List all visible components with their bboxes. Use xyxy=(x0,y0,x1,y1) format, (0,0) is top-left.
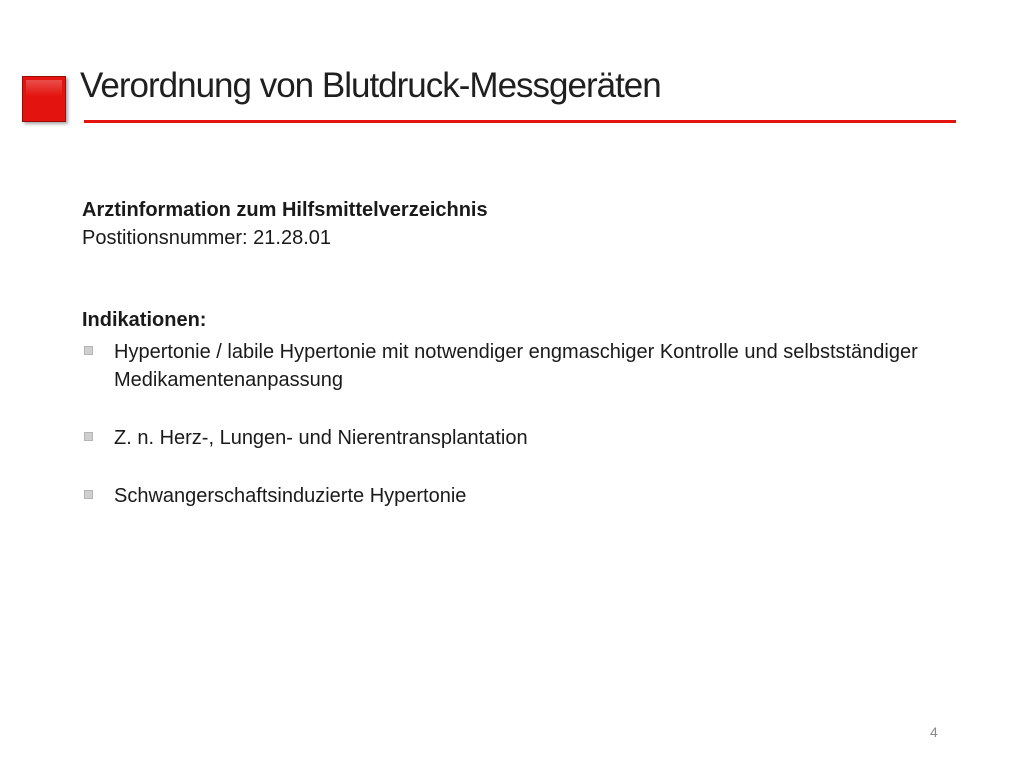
list-item xyxy=(82,482,962,510)
indications-list xyxy=(82,338,962,510)
square-bullet-icon xyxy=(84,490,93,499)
square-bullet-icon xyxy=(84,432,93,441)
slide-title: Verordnung von Blutdruck-Messgeräten xyxy=(80,66,661,105)
indications-section xyxy=(82,306,962,510)
indications-heading: Indikationen: xyxy=(82,309,207,331)
list-item xyxy=(82,338,962,394)
list-item-text: Hypertonie / labile Hypertonie mit notwendiger engmaschiger Kontrolle und selbstständiger Medikamentenanpassung xyxy=(114,341,918,391)
position-number-line: Postitionsnummer: 21.28.01 xyxy=(82,227,332,249)
list-item-text: Schwangerschaftsinduzierte Hypertonie xyxy=(114,485,467,507)
list-item xyxy=(82,424,962,452)
slide-body xyxy=(82,196,962,540)
page-number: 4 xyxy=(930,724,938,740)
title-underline-rule xyxy=(84,120,956,123)
title-accent-square xyxy=(22,76,66,122)
list-item-text: Z. n. Herz-, Lungen- und Nierentransplantation xyxy=(114,427,528,449)
square-bullet-icon xyxy=(84,346,93,355)
subheading: Arztinformation zum Hilfsmittelverzeichnis xyxy=(82,199,488,221)
